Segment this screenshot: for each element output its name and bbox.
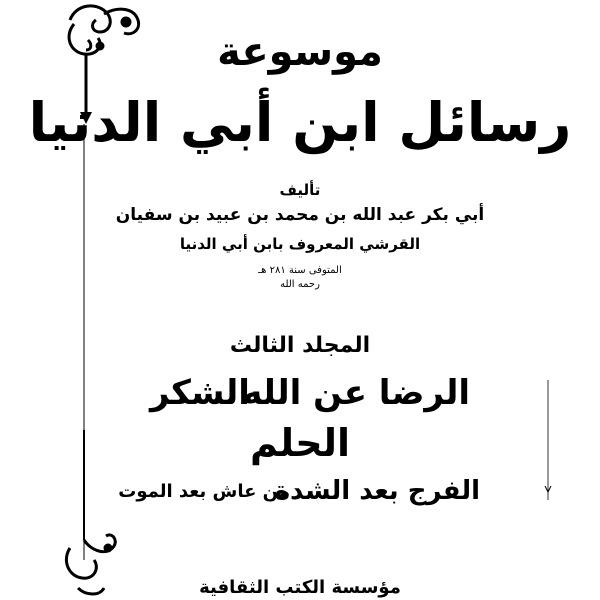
death-date-note: المتوفى سنة ٢٨١ هـ bbox=[258, 265, 342, 276]
series-title: موسوعة bbox=[217, 29, 383, 75]
publisher-name: مؤسسة الكتب الثقافية bbox=[199, 577, 401, 598]
book-title-hilm: الحلم bbox=[250, 421, 350, 465]
volume-label: المجلد الثالث bbox=[229, 333, 371, 358]
author-name-line2: القرشي المعروف بابن أبي الدنيا bbox=[179, 235, 421, 253]
author-name-line1: أبي بكر عبد الله بن محمد بن عبيد بن سفيان bbox=[115, 205, 485, 225]
book-title-faraj: الفرج بعد الشدة bbox=[274, 476, 480, 506]
honorific-text: رحمه الله bbox=[280, 279, 320, 290]
main-title: رسائل ابن أبي الدنيا bbox=[28, 91, 572, 154]
book-title-man-asha: من عاش بعد الموت bbox=[118, 481, 290, 502]
book-title-shukr: الشكر bbox=[150, 373, 250, 413]
book-title-rida: الرضا عن الله bbox=[242, 373, 470, 413]
author-label: تأليف bbox=[279, 181, 321, 199]
